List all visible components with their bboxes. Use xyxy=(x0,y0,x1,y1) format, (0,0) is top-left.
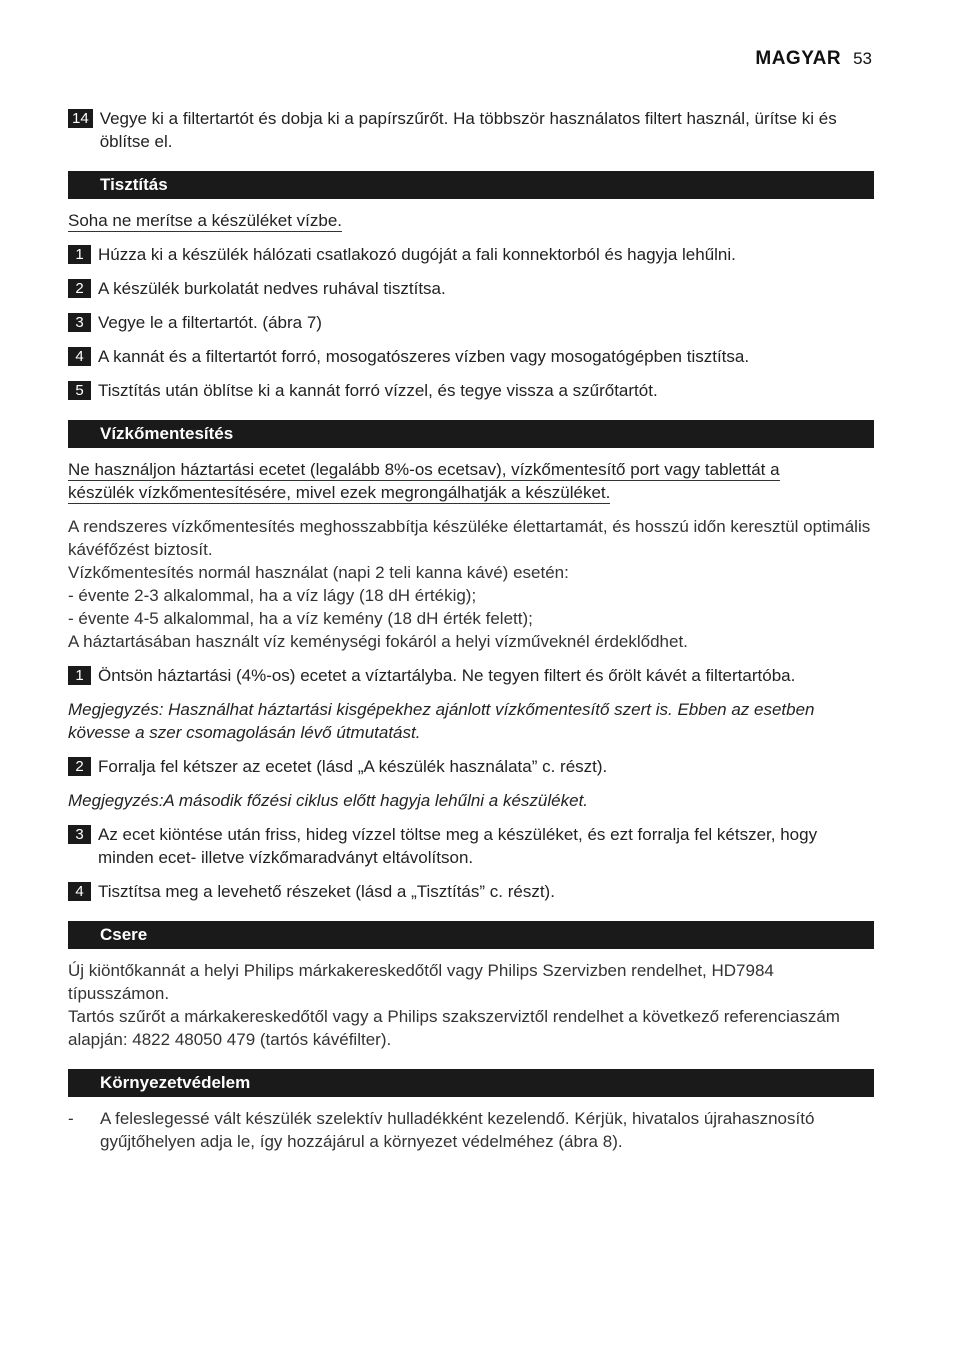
page-content xyxy=(68,107,874,1153)
section-heading-replacement: Csere xyxy=(68,921,874,949)
section-heading-descaling: Vízkőmentesítés xyxy=(68,420,874,448)
item-text: A feleslegessé vált készülék szelektív hulladékként kezelendő. Kérjük, hivatalos újrahasznosító gyűjtőhelyen adja le, így hozzájárul a környezet védelméhez (ábra 8). xyxy=(100,1109,815,1151)
cleaning-warning xyxy=(68,209,874,232)
descaling-step xyxy=(68,823,874,869)
cleaning-step xyxy=(68,379,874,402)
section-heading-environment: Környezetvédelem xyxy=(68,1069,874,1097)
step-number: 3 xyxy=(68,313,91,332)
step-text: Tisztítás után öblítse ki a kannát forró vízzel, és tegye vissza a szűrőtartót. xyxy=(98,381,658,400)
step-text: Vegye le a filtertartót. (ábra 7) xyxy=(98,313,322,332)
step-text: Vegye ki a filtertartót és dobja ki a papírszűrőt. Ha többször használatos filtert használ, ürítse ki és öblítse el. xyxy=(99,109,837,151)
step-text: Öntsön háztartási (4%-os) ecetet a víztartályba. Ne tegyen filtert és őrölt kávét a filtertartóba. xyxy=(98,666,796,685)
note: Megjegyzés: Használhat háztartási kisgépekhez ajánlott vízkőmentesítő szert is. Ebben az esetben kövesse a szer csomagolásán lévő útmutatást. xyxy=(68,700,815,742)
step-text: Forralja fel kétszer az ecetet (lásd „A készülék használata” c. részt). xyxy=(98,757,608,776)
step-number: 14 xyxy=(68,109,93,128)
step-text: Az ecet kiöntése után friss, hideg vízzel töltse meg a készüléket, és ezt forralja fel kétszer, hogy minden ecet- illetve vízkőmaradványt eltávolítson. xyxy=(98,825,818,867)
descaling-intro xyxy=(68,515,874,653)
warning-line: Ne használjon háztartási ecetet (legalább 8%-os ecetsav), vízkőmentesítő port vagy tablettát a xyxy=(68,460,780,479)
intro-line: - évente 4-5 alkalommal, ha a víz kemény (18 dH érték felett); xyxy=(68,609,533,628)
cleaning-step xyxy=(68,243,874,266)
step-number: 4 xyxy=(68,882,91,901)
environment-item xyxy=(68,1107,874,1153)
step-number: 1 xyxy=(68,666,91,685)
warning-text: Soha ne merítse a készüléket vízbe. xyxy=(68,211,343,230)
warning-line: készülék vízkőmentesítésére, mivel ezek megrongálhatják a készüléket. xyxy=(68,483,611,502)
section-heading-cleaning: Tisztítás xyxy=(68,171,874,199)
dash-bullet: - xyxy=(68,1109,74,1128)
descaling-step xyxy=(68,880,874,903)
step-14 xyxy=(68,107,874,153)
step-number: 2 xyxy=(68,279,91,298)
cleaning-step xyxy=(68,345,874,368)
intro-line: Vízkőmentesítés normál használat (napi 2 teli kanna kávé) esetén: xyxy=(68,563,569,582)
descaling-step xyxy=(68,755,874,778)
intro-line: A háztartásában használt víz keménységi fokáról a helyi vízműveknél érdeklődhet. xyxy=(68,632,688,651)
intro-line: - évente 2-3 alkalommal, ha a víz lágy (18 dH értékig); xyxy=(68,586,477,605)
step-text: A kannát és a filtertartót forró, mosogatószeres vízben vagy mosogatógépben tisztítsa. xyxy=(98,347,750,366)
cleaning-steps xyxy=(68,243,874,402)
step-number: 1 xyxy=(68,245,91,264)
descaling-warning xyxy=(68,458,874,504)
paragraph: Új kiöntőkannát a helyi Philips márkakereskedőtől vagy Philips Szervizben rendelhet, HD7984 típusszámon. xyxy=(68,961,774,1003)
descaling-step xyxy=(68,664,874,687)
page-number: 53 xyxy=(853,49,872,68)
intro-line: A rendszeres vízkőmentesítés meghosszabbítja készüléke élettartamát, és hosszú időn keresztül optimális kávéfőzést biztosít. xyxy=(68,517,871,559)
step-number: 4 xyxy=(68,347,91,366)
page-header xyxy=(755,48,872,70)
step-number: 5 xyxy=(68,381,91,400)
language-label: MAGYAR xyxy=(755,48,842,69)
cleaning-step xyxy=(68,277,874,300)
step-text: Tisztítsa meg a levehető részeket (lásd a „Tisztítás” c. részt). xyxy=(98,882,555,901)
paragraph: Tartós szűrőt a márkakereskedőtől vagy a Philips szakszerviztől rendelhet a következő referenciaszám alapján: 4822 48050 479 (tartós kávéfilter). xyxy=(68,1007,840,1049)
step-number: 3 xyxy=(68,825,91,844)
step-text: Húzza ki a készülék hálózati csatlakozó dugóját a fali konnektorból és hagyja lehűlni. xyxy=(98,245,736,264)
cleaning-step xyxy=(68,311,874,334)
step-number: 2 xyxy=(68,757,91,776)
step-text: A készülék burkolatát nedves ruhával tisztítsa. xyxy=(98,279,446,298)
note: Megjegyzés:A második főzési ciklus előtt hagyja lehűlni a készüléket. xyxy=(68,791,589,810)
replacement-text xyxy=(68,959,874,1051)
